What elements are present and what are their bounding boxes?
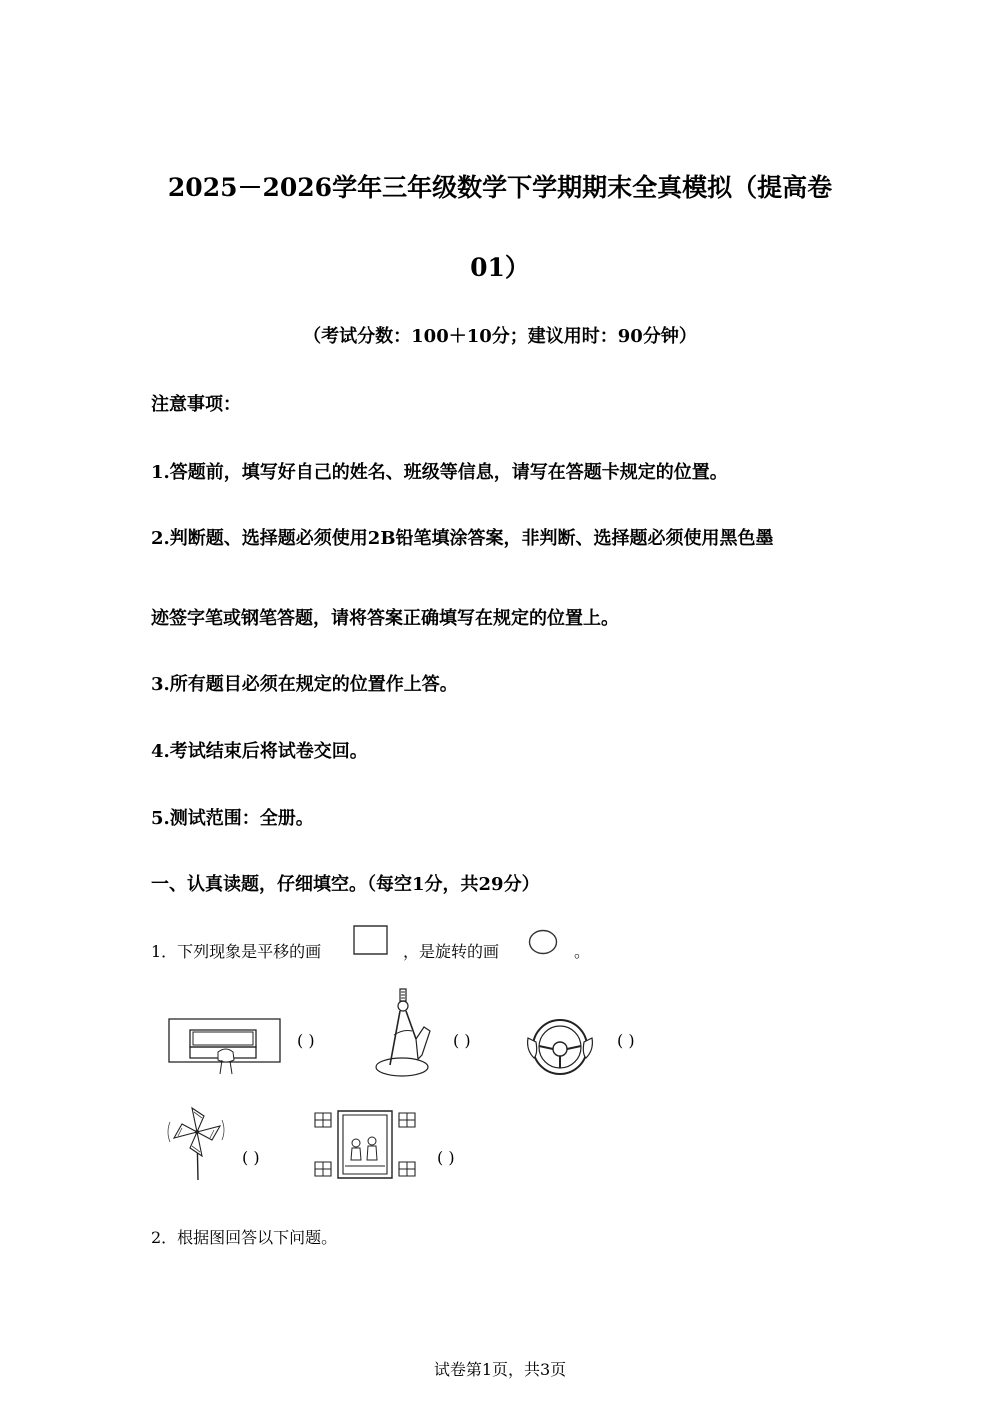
note-item-2: 2.判断题、选择题必须使用2B铅笔填涂答案，非判断、选择题必须使用黑色墨 xyxy=(151,528,774,549)
q1-prefix: 1．下列现象是平移的画 xyxy=(151,942,322,961)
answer-blank-5[interactable]: ( ) xyxy=(437,1148,455,1167)
answer-blank-4[interactable]: ( ) xyxy=(242,1148,260,1167)
circle-symbol-icon xyxy=(528,929,560,957)
pinwheel-picture-icon xyxy=(164,1102,226,1182)
notes-heading: 注意事项： xyxy=(151,394,241,415)
page-title-line2: 01） xyxy=(470,253,530,282)
compass-picture-icon xyxy=(372,987,436,1079)
note-item-3: 3.所有题目必须在规定的位置作上答。 xyxy=(151,674,458,695)
page-title-line1: 2025－2026学年三年级数学下学期期末全真模拟（提高卷 xyxy=(167,173,833,202)
q1-middle: ，是旋转的画 xyxy=(403,942,500,961)
drawer-picture-icon xyxy=(168,1016,282,1076)
note-item-4: 4.考试结束后将试卷交回。 xyxy=(151,741,368,762)
steering-wheel-picture-icon xyxy=(522,1016,598,1078)
square-symbol-icon xyxy=(353,925,389,955)
elevator-picture-icon xyxy=(314,1110,418,1180)
q2-text: 2．根据图回答以下问题。 xyxy=(151,1228,338,1247)
page-footer: 试卷第1页，共3页 xyxy=(433,1360,567,1379)
q1-suffix: 。 xyxy=(574,942,591,961)
answer-blank-1[interactable]: ( ) xyxy=(297,1031,315,1050)
note-item-1: 1.答题前，填写好自己的姓名、班级等信息，请写在答题卡规定的位置。 xyxy=(151,462,728,483)
answer-blank-3[interactable]: ( ) xyxy=(617,1031,635,1050)
exam-info: （考试分数：100＋10分；建议用时：90分钟） xyxy=(303,326,697,347)
note-item-5: 5.测试范围：全册。 xyxy=(151,808,314,829)
section-1-heading: 一、认真读题，仔细填空。（每空1分，共29分） xyxy=(151,874,540,895)
answer-blank-2[interactable]: ( ) xyxy=(453,1031,471,1050)
note-item-2-cont: 迹签字笔或钢笔答题，请将答案正确填写在规定的位置上。 xyxy=(151,608,619,629)
